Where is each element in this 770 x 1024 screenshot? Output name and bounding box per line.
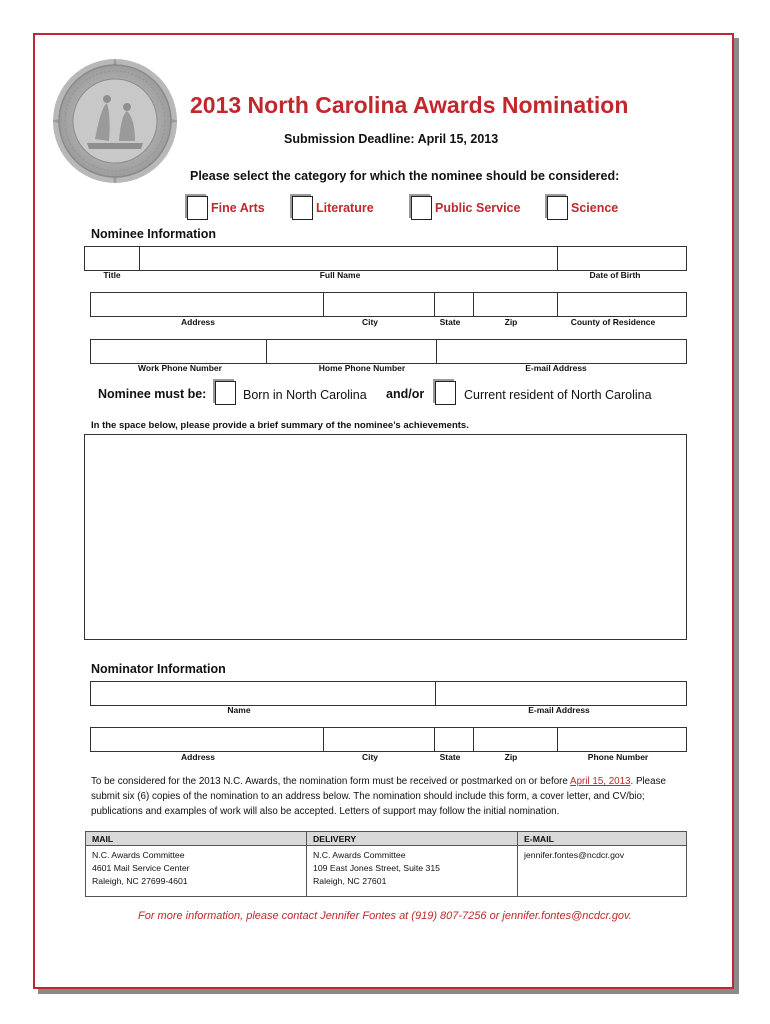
home-phone-label: Home Phone Number bbox=[318, 363, 406, 373]
born-in-nc-label: Born in North Carolina bbox=[243, 388, 367, 402]
nominator-city-label: City bbox=[361, 752, 379, 762]
home-phone-field[interactable] bbox=[267, 340, 437, 363]
nominee-row-2 bbox=[90, 292, 687, 317]
full-name-field[interactable] bbox=[140, 247, 558, 270]
fine-arts-checkbox[interactable] bbox=[187, 196, 208, 220]
email-header: E-MAIL bbox=[518, 832, 687, 846]
instructions-text-after: . Please submit six (6) copies of the nomination to an address below. The nomination should include this form, a cover letter, and CV/bio; publications and examples of work will also be accepted. Letters of support may follow the initial nomination. bbox=[91, 776, 666, 817]
mail-line: 4601 Mail Service Center bbox=[92, 863, 190, 873]
fine-arts-label: Fine Arts bbox=[211, 201, 265, 215]
current-resident-checkbox[interactable] bbox=[435, 381, 456, 405]
nominee-zip-field[interactable] bbox=[474, 293, 558, 316]
category-prompt: Please select the category for which the nominee should be considered: bbox=[190, 169, 620, 183]
nominator-zip-field[interactable] bbox=[474, 728, 558, 751]
delivery-address-cell bbox=[307, 846, 518, 897]
category-science[interactable] bbox=[547, 195, 618, 221]
nominee-city-label: City bbox=[361, 317, 379, 327]
contact-table-header-row bbox=[86, 832, 687, 846]
achievements-summary-field[interactable] bbox=[84, 434, 687, 640]
mail-line: Raleigh, NC 27699-4601 bbox=[92, 876, 188, 886]
nominator-row-2 bbox=[90, 727, 687, 752]
date-of-birth-label: Date of Birth bbox=[589, 270, 641, 280]
nominator-address-field[interactable] bbox=[91, 728, 324, 751]
mail-address-cell bbox=[86, 846, 307, 897]
and-or-label: and/or bbox=[386, 387, 425, 401]
literature-label: Literature bbox=[316, 201, 374, 215]
instructions-text-before: To be considered for the 2013 N.C. Awards, the nomination form must be received or postmarked on or before bbox=[91, 776, 571, 787]
nominee-address-field[interactable] bbox=[91, 293, 324, 316]
contact-email[interactable]: jennifer.fontes@ncdcr.gov bbox=[524, 850, 625, 860]
date-of-birth-field[interactable] bbox=[558, 247, 686, 270]
current-resident-label: Current resident of North Carolina bbox=[464, 388, 652, 402]
work-phone-field[interactable] bbox=[91, 340, 267, 363]
nominator-phone-field[interactable] bbox=[558, 728, 686, 751]
nominee-address-label: Address bbox=[180, 317, 216, 327]
contact-footer: For more information, please contact Jennifer Fontes at (919) 807-7256 or jennifer.fontes@ncdcr.gov. bbox=[138, 910, 632, 922]
nominee-section-title: Nominee Information bbox=[91, 227, 217, 241]
nominator-zip-label: Zip bbox=[504, 752, 518, 762]
nominee-zip-label: Zip bbox=[504, 317, 518, 327]
mail-header: MAIL bbox=[86, 832, 307, 846]
literature-checkbox[interactable] bbox=[292, 196, 313, 220]
deadline-date-link[interactable]: April 15, 2013 bbox=[570, 776, 631, 787]
nominator-address-label: Address bbox=[180, 752, 216, 762]
email-cell bbox=[518, 846, 687, 897]
nominator-name-label: Name bbox=[227, 705, 251, 715]
must-be-label: Nominee must be: bbox=[98, 387, 207, 401]
science-checkbox[interactable] bbox=[547, 196, 568, 220]
nominator-name-field[interactable] bbox=[91, 682, 436, 705]
submission-instructions bbox=[91, 774, 681, 819]
nominator-phone-label: Phone Number bbox=[587, 752, 649, 762]
delivery-line: 109 East Jones Street, Suite 315 bbox=[313, 863, 441, 873]
nominator-email-field[interactable] bbox=[436, 682, 686, 705]
summary-prompt: In the space below, please provide a brief summary of the nominee’s achievements. bbox=[91, 420, 469, 431]
public-service-checkbox[interactable] bbox=[411, 196, 432, 220]
contact-table bbox=[85, 831, 687, 897]
nominator-city-field[interactable] bbox=[324, 728, 435, 751]
nominator-email-label: E-mail Address bbox=[528, 705, 590, 715]
title-field[interactable] bbox=[85, 247, 140, 270]
mail-line: N.C. Awards Committee bbox=[92, 850, 185, 860]
work-phone-label: Work Phone Number bbox=[138, 363, 222, 373]
county-of-residence-label: County of Residence bbox=[570, 317, 656, 327]
nominee-state-label: State bbox=[439, 317, 461, 327]
category-literature[interactable] bbox=[292, 195, 374, 221]
nominator-state-field[interactable] bbox=[435, 728, 474, 751]
submission-deadline: Submission Deadline: April 15, 2013 bbox=[284, 132, 499, 146]
category-fine-arts[interactable] bbox=[187, 195, 265, 221]
full-name-label: Full Name bbox=[319, 270, 361, 280]
delivery-line: N.C. Awards Committee bbox=[313, 850, 406, 860]
nominee-row-3 bbox=[90, 339, 687, 364]
nominator-section-title: Nominator Information bbox=[91, 662, 226, 676]
contact-table-row bbox=[86, 846, 687, 897]
nominee-email-field[interactable] bbox=[437, 340, 686, 363]
nominee-state-field[interactable] bbox=[435, 293, 474, 316]
public-service-label: Public Service bbox=[435, 201, 521, 215]
title-label: Title bbox=[103, 270, 121, 280]
nominee-row-1 bbox=[84, 246, 687, 271]
state-seal-logo bbox=[51, 57, 179, 185]
delivery-header: DELIVERY bbox=[307, 832, 518, 846]
science-label: Science bbox=[571, 201, 619, 215]
nominee-city-field[interactable] bbox=[324, 293, 435, 316]
nominator-state-label: State bbox=[439, 752, 461, 762]
nominee-email-label: E-mail Address bbox=[525, 363, 587, 373]
delivery-line: Raleigh, NC 27601 bbox=[313, 876, 387, 886]
category-public-service[interactable] bbox=[411, 195, 520, 221]
form-title: 2013 North Carolina Awards Nomination bbox=[190, 92, 629, 118]
born-in-nc-checkbox[interactable] bbox=[215, 381, 236, 405]
nominator-row-1 bbox=[90, 681, 687, 706]
county-of-residence-field[interactable] bbox=[558, 293, 686, 316]
